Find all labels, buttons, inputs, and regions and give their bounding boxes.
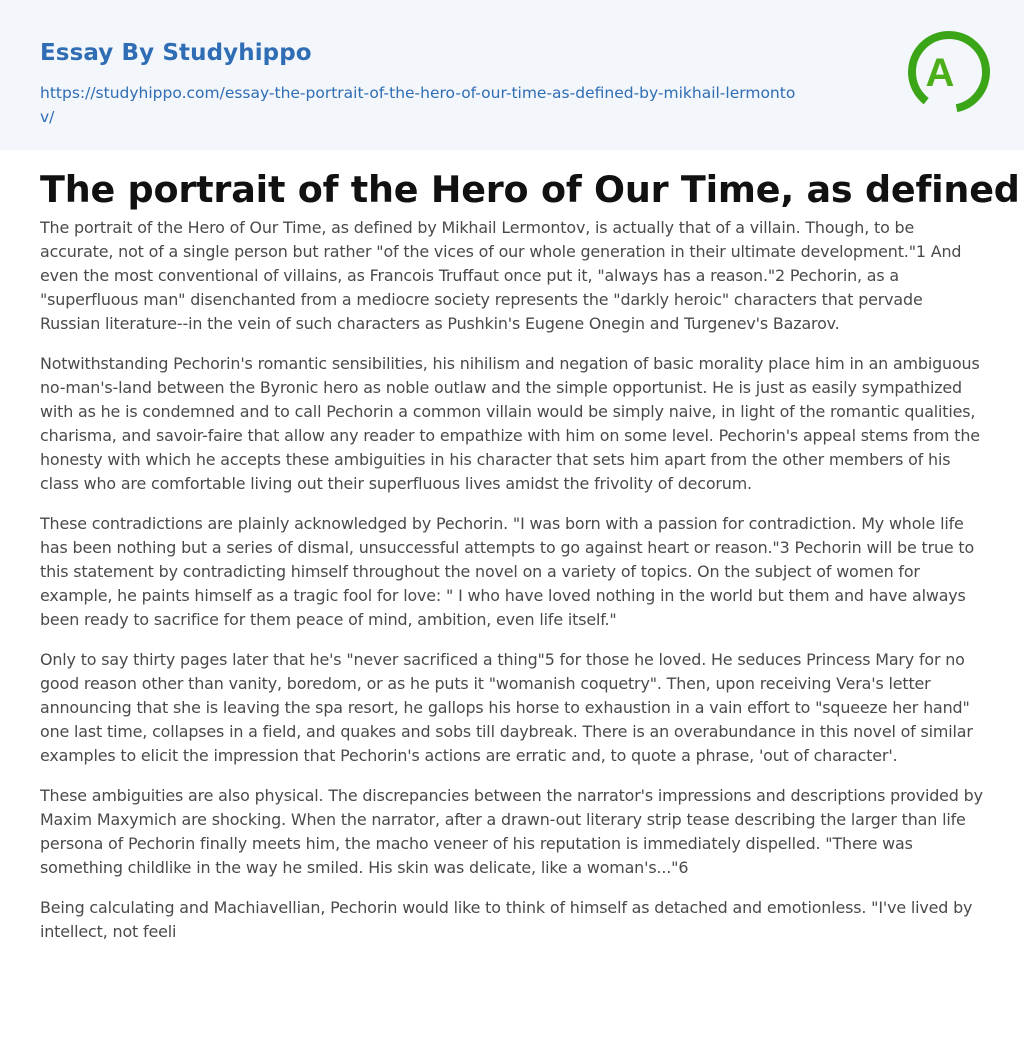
- essay-content: [40, 168, 1020, 960]
- essay-paragraph: Notwithstanding Pechorin's romantic sensibilities, his nihilism and negation of basic morality place him in an ambiguous no-man's-land between the Byronic hero as noble outlaw and the simple opportunist. He is just as easily sympathized with as he is condemned and to call Pechorin a common villain would be simply naive, in light of the romantic qualities, charisma, and savoir-faire that allow any reader to empathize with him on some level. Pechorin's appeal stems from the honesty with which he accepts these ambiguities in his character that sets him apart from the other members of his class who are comfortable living out their superfluous lives amidst the frivolity of decorum.: [40, 354, 980, 493]
- essay-paragraph: Only to say thirty pages later that he's "never sacrificed a thing"5 for those he loved. He seduces Princess Mary for no good reason other than vanity, boredom, or as he puts it "womanish coquetry". Then, upon receiving Vera's letter announcing that she is leaving the spa resort, he gallops his horse to exhaustion in a vain effort to "squeeze her hand" one last time, collapses in a field, and quakes and sobs till daybreak. There is an overabundance in this novel of similar examples to elicit the impression that Pechorin's actions are erratic and, to quote a phrase, 'out of character'.: [40, 650, 973, 765]
- essay-paragraph: Being calculating and Machiavellian, Pechorin would like to think of himself as detached and emotionless. "I've lived by intellect, not feeli: [40, 898, 973, 941]
- site-brand[interactable]: Essay By Studyhippo: [40, 40, 312, 66]
- essay-paragraph: These ambiguities are also physical. The discrepancies between the narrator's impressions and descriptions provided by Maxim Maxymich are shocking. When the narrator, after a drawn-out literary strip tease describing the larger than life persona of Pechorin finally meets him, the macho veneer of his reputation is immediately dispelled. "There was something childlike in the way he smiled. His skin was delicate, like a woman's..."6: [40, 786, 983, 877]
- essay-paragraph: These contradictions are plainly acknowledged by Pechorin. "I was born with a passion for contradiction. My whole life has been nothing but a series of dismal, unsuccessful attempts to go against heart or reason."3 Pechorin will be true to this statement by contradicting himself throughout the novel on a variety of topics. On the subject of women for example, he paints himself as a tragic fool for love: " I who have loved nothing in the world but them and have always been ready to sacrifice for them peace of mind, ambition, even life itself.": [40, 514, 975, 629]
- logo-letter: A: [925, 51, 955, 95]
- studyhippo-logo-icon[interactable]: [908, 27, 990, 117]
- source-url-link[interactable]: https://studyhippo.com/essay-the-portrait-of-the-hero-of-our-time-as-defined-by-mikhail-lermontov/: [40, 84, 796, 126]
- essay-title: The portrait of the Hero of Our Time, as defined: [40, 168, 1020, 211]
- site-header: [0, 0, 1024, 150]
- essay-paragraph: The portrait of the Hero of Our Time, as defined by Mikhail Lermontov, is actually that of a villain. Though, to be accurate, not of a single person but rather "of the vices of our whole generation in their ultimate development."1 And even the most conventional of villains, as Francois Truffaut once put it, "always has a reason."2 Pechorin, as a "superfluous man" disenchanted from a mediocre society represents the "darkly heroic" characters that pervade Russian literature--in the vein of such characters as Pushkin's Eugene Onegin and Turgenev's Bazarov.: [40, 218, 962, 333]
